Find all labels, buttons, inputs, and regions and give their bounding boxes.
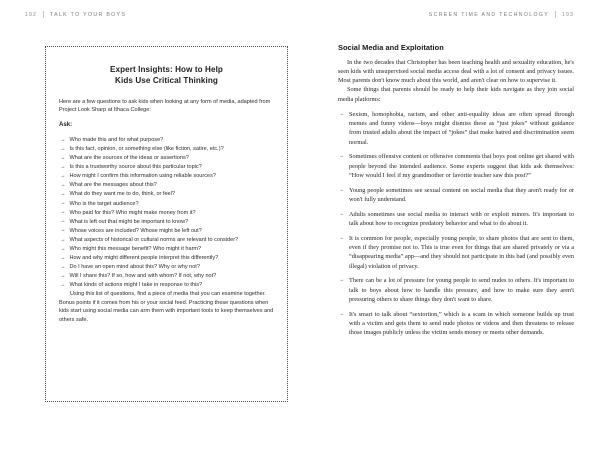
list-item — [338, 276, 574, 304]
question-text: What kinds of actions might I take in response to this? — [69, 281, 203, 288]
list-item — [338, 210, 574, 229]
question-text: What are the sources of the ideas or assertions? — [69, 155, 189, 162]
list-item — [59, 245, 274, 253]
list-item — [59, 200, 274, 208]
arrow-icon: → — [60, 173, 66, 180]
running-head-title-right: SCREEN TIME AND TECHNOLOGY — [428, 11, 550, 18]
box-body — [59, 98, 274, 325]
list-item — [59, 163, 274, 171]
arrow-icon: → — [60, 236, 66, 243]
arrow-icon: → — [339, 310, 345, 317]
arrow-icon: → — [60, 200, 66, 207]
question-text: What are the messages about this? — [69, 182, 157, 189]
page-number-left: 192 — [25, 11, 37, 18]
list-item — [59, 263, 274, 271]
section-title: Social Media and Exploitation — [338, 43, 444, 52]
arrow-icon: → — [60, 146, 66, 153]
arrow-icon: → — [60, 164, 66, 171]
social-media-risk-list — [338, 110, 574, 338]
box-title-line-2: Kids Use Critical Thinking — [115, 76, 218, 86]
list-item — [338, 110, 574, 147]
question-text: What aspects of historical or cultural norms are relevant to consider? — [69, 236, 239, 243]
list-item — [59, 209, 274, 217]
arrow-icon: → — [60, 182, 66, 189]
arrow-icon: → — [339, 277, 345, 284]
bullet-text: Adults sometimes use social media to interact with or exploit minors. It's important to talk about how to recognize predatory behavior and what to do about it. — [349, 210, 574, 228]
running-head-divider — [43, 11, 44, 18]
bullet-text: Sexism, homophobia, racism, and other anti-equality ideas are often spread through memes and funny videos—boys might dismiss these as “just jokes” without guidance from trusted adults about the impact of “jokes” that make hatred and discrimination seem normal. — [349, 110, 574, 146]
critical-thinking-question-list — [59, 136, 274, 289]
question-text: Whose voices are included? Whose might be left out? — [69, 227, 202, 234]
list-item — [59, 190, 274, 198]
arrow-icon: → — [339, 186, 345, 193]
list-item — [338, 152, 574, 180]
question-text: Will I share this? If so, how and with whom? If not, why not? — [69, 272, 217, 279]
box-closing-paragraph: Using this list of questions, find a piece of media that you can examine together. Bonus points if it comes from his or your social feed. Practicing these questions when kids start using social media can arm them with important tools to keep themselves and others safe. — [59, 290, 274, 323]
bullet-text: Young people sometimes see sexual content on social media that they aren't ready for or won't fully understand. — [349, 186, 574, 203]
question-text: What do they want me to do, think, or feel? — [69, 191, 175, 198]
page-number-right: 193 — [562, 11, 574, 18]
arrow-icon: → — [60, 281, 66, 288]
list-item — [338, 234, 574, 271]
right-page-column — [338, 43, 574, 343]
box-title — [59, 64, 274, 87]
arrow-icon: → — [60, 191, 66, 198]
question-text: Do I have an open mind about this? Why or why not? — [69, 263, 200, 270]
arrow-icon: → — [339, 110, 345, 117]
arrow-icon: → — [60, 272, 66, 279]
bullet-text: There can be a lot of pressure for young people to send nudes to others. It's important to talk to boys about how to handle this pressure, and how to make sure they aren't pressuring others to share things they don't want to share. — [349, 277, 574, 303]
running-head-right — [429, 11, 574, 18]
question-text: How and why might different people interpret this differently? — [69, 254, 219, 261]
arrow-icon: → — [60, 218, 66, 225]
running-head-left — [25, 11, 126, 18]
expert-insights-box — [45, 46, 288, 402]
box-intro-paragraph: Here are a few questions to ask kids when looking at any form of media, adapted from Project Look Sharp at Ithaca College: — [59, 98, 271, 114]
question-text: Who paid for this? Who might make money from it? — [69, 209, 196, 216]
list-item — [59, 272, 274, 280]
arrow-icon: → — [339, 210, 345, 217]
question-text: Who might this message benefit? Who might it harm? — [69, 245, 202, 252]
list-item — [59, 172, 274, 180]
box-title-line-1: Expert Insights: How to Help — [110, 65, 223, 74]
arrow-icon: → — [60, 263, 66, 270]
bullet-text: It is common for people, especially young people, to share photos that are sent to them, even if they promise not to. This is true even for things that are shared privately or via a “disappearing media” app—and they should not participate in this bad (and possibly even illegal) violation of privacy. — [349, 234, 574, 270]
body-paragraph: In the two decades that Christopher has been teaching health and sexuality education, he's seen kids with unsupervised social media access deal with a lot of consent and privacy issues. Most parents don't know much about this world, and aren't clear on how to supervise it. — [338, 58, 574, 84]
question-text: What is left out that might be important to know? — [69, 218, 189, 225]
list-item — [59, 236, 274, 244]
list-item — [59, 254, 274, 262]
bullet-text: It's smart to talk about “sextortion,” which is a scam in which someone builds up trust with a victim and gets them to send nude photos or videos and then threatens to release those images publicly unless the victim sends money or meets other demands. — [349, 310, 574, 337]
list-item — [59, 145, 274, 153]
question-text: How might I confirm this information using reliable sources? — [69, 173, 216, 180]
list-item — [59, 181, 274, 189]
list-item — [59, 218, 274, 226]
running-head-title-left: TALK TO YOUR BOYS — [49, 11, 127, 18]
question-text: Is this fact, opinion, or something else (like fiction, satire, etc.)? — [69, 146, 224, 153]
arrow-icon: → — [60, 227, 66, 234]
arrow-icon: → — [60, 209, 66, 216]
arrow-icon: → — [339, 234, 345, 241]
ask-label: Ask: — [59, 120, 73, 128]
list-item — [59, 227, 274, 235]
question-text: Is this a trustworthy source about this particular topic? — [69, 164, 202, 171]
arrow-icon: → — [60, 245, 66, 252]
list-item — [59, 136, 274, 144]
list-item — [338, 186, 574, 205]
arrow-icon: → — [60, 254, 66, 261]
arrow-icon: → — [60, 136, 66, 143]
arrow-icon: → — [60, 155, 66, 162]
running-head-divider — [555, 11, 556, 18]
body-paragraph: Some things that parents should be ready to help their kids navigate as they join social media platforms: — [338, 86, 574, 103]
list-item — [59, 281, 274, 289]
list-item — [338, 310, 574, 338]
question-text: Who made this and for what purpose? — [69, 137, 164, 144]
arrow-icon: → — [339, 153, 345, 160]
list-item — [59, 154, 274, 162]
question-text: Who is the target audience? — [69, 200, 139, 207]
bullet-text: Sometimes offensive content or offensive comments that boys post online get shared with people beyond the intended audience. Some experts suggest that kids ask themselves: “How would I feel if my grandmother or favorite teacher saw this post?” — [349, 153, 574, 179]
